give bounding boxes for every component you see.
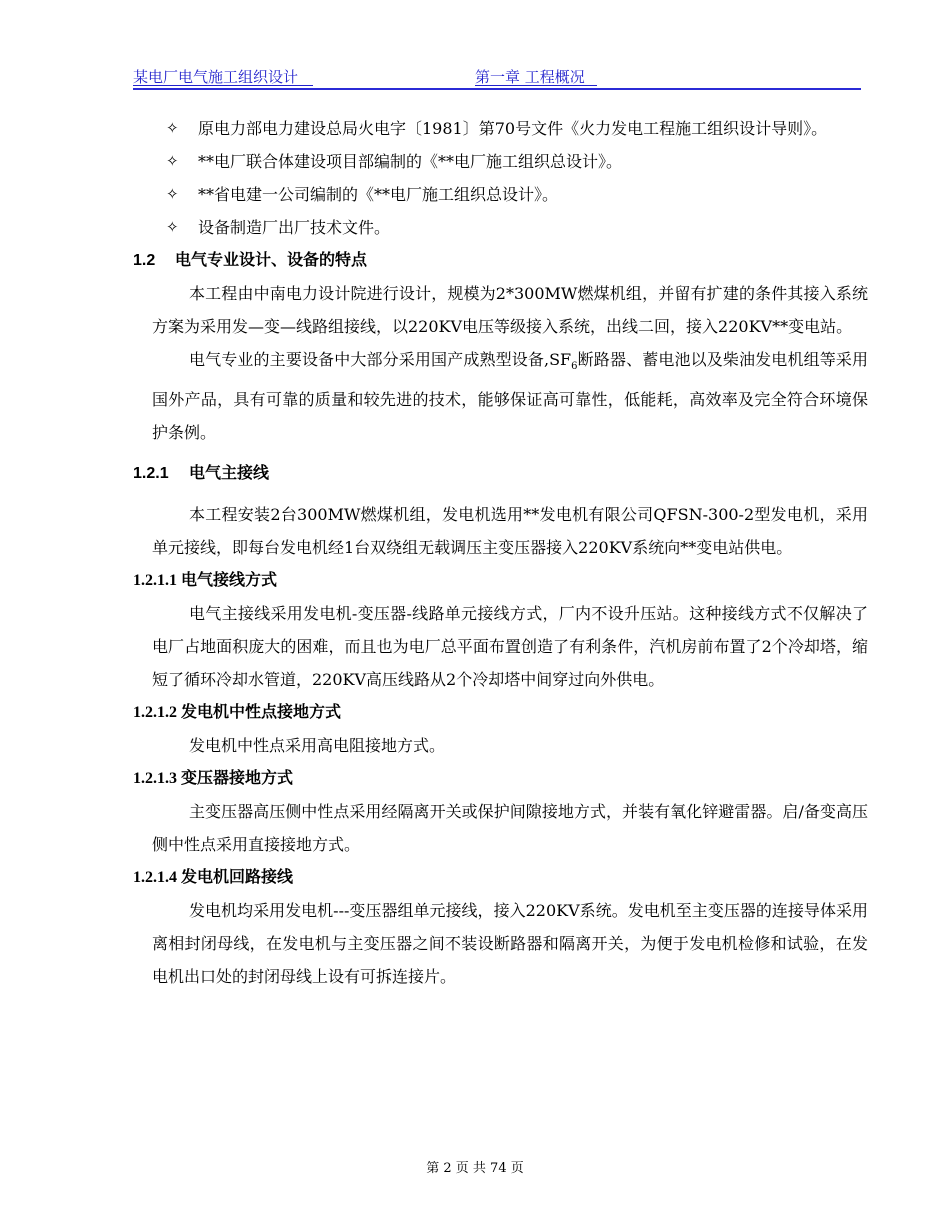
paragraph-text: 电气专业的主要设备中大部分采用国产成熟型设备,SF [189,350,572,369]
page-footer: 第 2 页 共 74 页 [426,1161,524,1176]
section-title: 电气主接线 [189,465,270,483]
reference-text: **电厂联合体建设项目部编制的《**电厂施工组织总设计》。 [198,152,623,171]
section-heading-1-2-1-3: 1.2.1.3 变压器接地方式 [133,770,294,788]
subscript: 6 [571,361,578,373]
section-heading-1-2-1 [133,457,868,490]
paragraph-text: 断路器、蓄电池以及柴油发电机组等采用国外产品，具有可靠的质量和较先进的技术，能够保证高可靠性，低能耗，高效率及完全符合环境保护条例。 [152,350,868,443]
header-document-title: 某电厂电气施工组织设计 [133,68,299,86]
page-header [133,64,861,90]
paragraph: 主变压器高压侧中性点采用经隔离开关或保护间隙接地方式，并装有氧化锌避雷器。启/备变高压侧中性点采用直接接地方式。 [152,802,868,855]
reference-text: 设备制造厂出厂技术文件。 [198,218,391,237]
header-chapter-underline [475,85,597,86]
section-heading-1-2-1-1: 1.2.1.1 电气接线方式 [133,572,278,590]
diamond-bullet-icon: ✧ [166,152,179,170]
section-heading-1-2-1-4: 1.2.1.4 发电机回路接线 [133,869,294,887]
reference-list-item [133,145,868,178]
document-body [133,112,868,993]
paragraph: 本工程安装2台300MW燃煤机组，发电机选用**发电机有限公司QFSN-300-2型发电机，采用单元接线，即每台发电机经1台双绕组无载调压主变压器接入220KV系统向**变电站供电。 [152,505,868,558]
diamond-bullet-icon: ✧ [166,119,179,137]
paragraph [133,343,868,449]
reference-list-item [133,112,868,145]
paragraph: 本工程由中南电力设计院进行设计，规模为2*300MW燃煤机组，并留有扩建的条件其接入系统方案为采用发—变—线路组接线，以220KV电压等级接入系统，出线二回，接入220KV**变电站。 [152,284,868,336]
diamond-bullet-icon: ✧ [166,185,179,203]
header-title-underline [133,85,313,86]
paragraph: 电气主接线采用发电机-变压器-线路单元接线方式，厂内不设升压站。这种接线方式不仅解决了电厂占地面积庞大的困难，而且也为电厂总平面布置创造了有利条件，汽机房前布置了2个冷却塔，缩短了循环冷却水管道，220KV高压线路从2个冷却塔中间穿过向外供电。 [152,604,868,690]
paragraph: 发电机中性点采用高电阻接地方式。 [189,736,446,756]
section-number: 1.2.1 [133,465,169,483]
reference-text: 原电力部电力建设总局火电字〔1981〕第70号文件《火力发电工程施工组织设计导则》。 [198,119,828,138]
section-heading-1-2 [133,244,868,277]
header-chapter-title: 第一章 工程概况 [475,68,585,86]
reference-text: **省电建一公司编制的《**电厂施工组织总设计》。 [198,185,559,204]
section-title: 电气专业设计、设备的特点 [175,252,368,269]
section-number: 1.2 [133,252,156,269]
reference-list-item [133,178,868,211]
paragraph: 发电机均采用发电机---变压器组单元接线，接入220KV系统。发电机至主变压器的连接导体采用离相封闭母线，在发电机与主变压器之间不装设断路器和隔离开关，为便于发电机检修和试验，在发电机出口处的封闭母线上设有可拆连接片。 [152,901,868,987]
section-heading-1-2-1-2: 1.2.1.2 发电机中性点接地方式 [133,704,342,722]
spacer [133,490,868,498]
reference-list-item [133,211,868,244]
diamond-bullet-icon: ✧ [166,218,179,236]
